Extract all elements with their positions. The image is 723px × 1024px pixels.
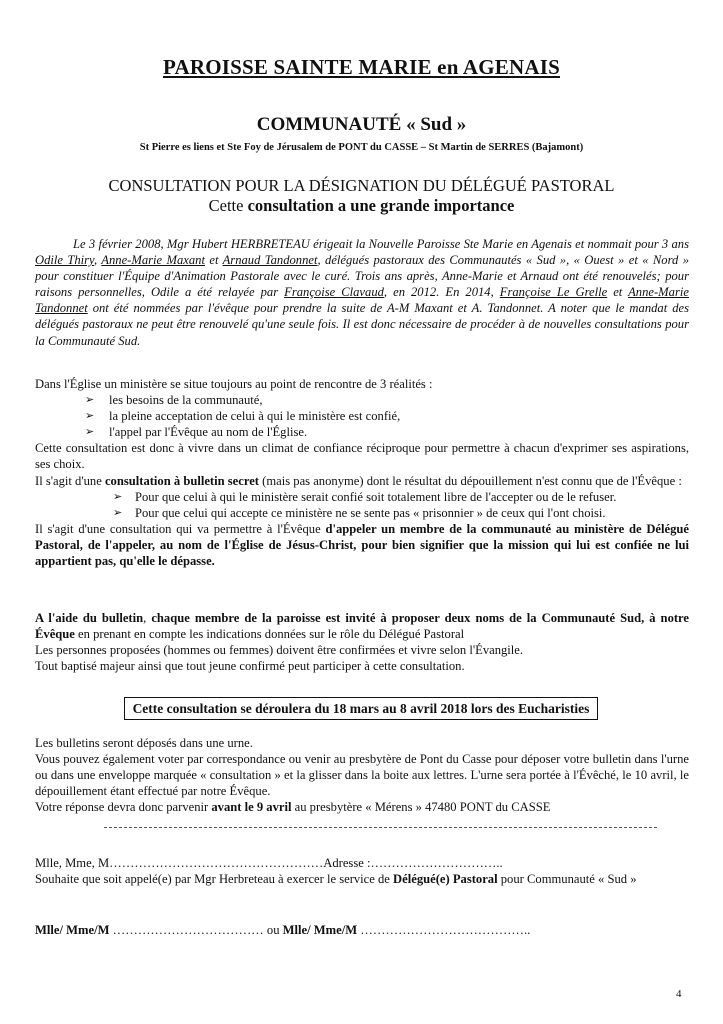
parish-title: PAROISSE SAINTE MARIE en AGENAIS [163, 55, 560, 79]
voting-line-2: Vous pouvez également voter par correspondance ou venir au presbytère de Pont du Casse pour déposer votre bulletin dans l'urne ou dans une enveloppe marquée « consultation » et la glisser dans la boite aux lettres. L'urne sera portée à l'Évêché, le 10 avril, le dépouillement étant effectué par notre Évêque. [35, 752, 689, 799]
call-bold: d'appeler un membre de la communauté au ministère de Délégué Pastoral, de l'appeler, au nom de l'Église de Jésus-Christ, pour bien signifier que la mission qui lui est confiée ne lui appartient pas, qu'elle le dépasse. [35, 521, 689, 569]
intro-text-2: , [93, 253, 102, 268]
delegate-name-4: Françoise Clavaud [284, 285, 384, 300]
ministry-lead: Dans l'Église un ministère se situe toujours au point de rencontre de 3 réalités : [35, 377, 433, 391]
secret-pre: Il s'agit d'une [35, 473, 105, 488]
name-dots-1: ……………………………… ou [109, 923, 283, 937]
list-item: ➢ la pleine acceptation de celui à qui le ministère est confié, [35, 408, 689, 424]
voting-line-1: Les bulletins seront déposés dans une urne. [35, 736, 253, 750]
form-names [35, 922, 689, 938]
list-item: ➢ les besoins de la communauté, [35, 392, 689, 408]
voting-line-3 [35, 799, 689, 815]
secret-bold: consultation à bulletin secret [104, 473, 259, 488]
intro-text-7: ont été nommées par l'évêque pour prendre la suite de A-M Maxant et A. Tandonnet. A noter que le mandat des délégués pastoraux ne peut être renouvelé qu'une seule fois. Il est donc nécessaire de procéder à de nouvelles consultations pour la Communauté Sud. [35, 301, 689, 348]
voting-pre: Votre réponse devra donc parvenir [35, 800, 212, 815]
realities-list [35, 392, 689, 440]
intro-paragraph [35, 236, 689, 349]
bulletin-paragraph-3: Tout baptisé majeur ainsi que tout jeune confirmé peut participer à cette consultation. [35, 659, 465, 674]
consultation-dates-box: Cette consultation se déroulera du 18 mars au 8 avril 2018 lors des Eucharisties [124, 697, 598, 720]
delegate-name-1: Odile Thiry [35, 253, 94, 268]
bulletin-post: en prenant en compte les indications données sur le rôle du Délégué Pastoral [74, 627, 465, 642]
cut-line [104, 827, 657, 828]
voting-section [35, 735, 689, 815]
bulletin-bold-1: A l'aide du bulletin [35, 611, 144, 625]
call-paragraph [35, 521, 689, 569]
delegate-name-3: Arnaud Tandonnet [222, 253, 318, 268]
name-dots-2: ………………………………….. [357, 923, 531, 937]
bulletin-paragraph-1 [35, 610, 689, 642]
intro-text-1: Le 3 février 2008, Mgr Hubert HERBRETEAU érigeait la Nouvelle Paroisse Ste Marie en Agenais et nommait pour 3 ans [73, 237, 689, 251]
form-identity: Mlle, Mme, M……………………………………………Adresse :………………………….. [35, 856, 503, 870]
voting-deadline: avant le 9 avril [211, 800, 292, 815]
climate-paragraph: Cette consultation est donc à vivre dans un climat de confiance réciproque pour permettre à chacun d'exprimer ses aspirations, ses choix. [35, 441, 689, 472]
list-item: ➢ Pour que celui qui accepte ce ministère ne se sente pas « prisonnier » de ceux qui l'ont choisi. [35, 505, 689, 521]
secret-paragraph [35, 473, 689, 489]
name-label-2: Mlle/ Mme/M [282, 923, 358, 937]
bulletin-mid: , [143, 611, 152, 625]
ministry-section [35, 376, 689, 569]
bulletin-paragraph-2: Les personnes proposées (hommes ou femmes) doivent être confirmées et vivre selon l'Évangile. [35, 643, 524, 658]
form-wish [35, 871, 689, 887]
name-label-1: Mlle/ Mme/M [35, 923, 110, 937]
wish-bold: Délégué(e) Pastoral [393, 872, 498, 886]
intro-text-3: et [204, 253, 223, 268]
list-item: ➢ Pour que celui à qui le ministère serait confié soit totalement libre de l'accepter ou de le refuser. [35, 489, 689, 505]
importance-bold: consultation a une grande importance [247, 196, 515, 215]
community-heading: COMMUNAUTÉ « Sud » [256, 114, 467, 135]
bulletin-section [35, 610, 689, 674]
delegate-name-6: Anne-Marie Tandonnet [35, 285, 689, 316]
voting-post: au presbytère « Mérens » 47480 PONT du CASSE [291, 800, 551, 815]
consultation-title: CONSULTATION POUR LA DÉSIGNATION DU DÉLÉGUÉ PASTORAL [108, 176, 615, 195]
intro-text-5: , en 2012. En 2014, [383, 285, 500, 300]
page-number: 4 [676, 988, 682, 1000]
wish-pre: Souhaite que soit appelé(e) par Mgr Herbreteau à exercer le service de [35, 872, 394, 886]
secret-post: (mais pas anonyme) dont le résultat du dépouillement n'est connu que de l'Évêque : [259, 473, 682, 488]
intro-text-6: et [607, 285, 629, 300]
importance-prefix: Cette [208, 196, 248, 215]
list-item: ➢ l'appel par l'Évêque au nom de l'Église. [35, 424, 689, 440]
delegate-name-2: Anne-Marie Maxant [101, 253, 205, 268]
reasons-list [35, 489, 689, 521]
churches-subtitle: St Pierre es liens et Ste Foy de Jérusalem de PONT du CASSE – St Martin de SERRES (Bajamont) [139, 142, 584, 153]
bulletin-bold-2: chaque membre de la paroisse est invité à proposer deux noms de la Communauté Sud, à notre Évêque [35, 611, 690, 642]
call-pre: Il s'agit d'une consultation qui va permettre à l'Évêque [35, 521, 326, 536]
intro-text-4: , délégués pastoraux des Communautés « Sud », « Ouest » et « Nord » pour constituer l'Équipe d'Animation Pastorale avec le curé. Trois ans après, Anne-Marie et Arnaud ont été renouvelés; pour raisons personnelles, Odile a été relayée par [35, 253, 689, 300]
importance-line [0, 196, 723, 216]
delegate-name-5: Françoise Le Grelle [499, 285, 608, 300]
wish-post: pour Communauté « Sud » [497, 872, 637, 886]
